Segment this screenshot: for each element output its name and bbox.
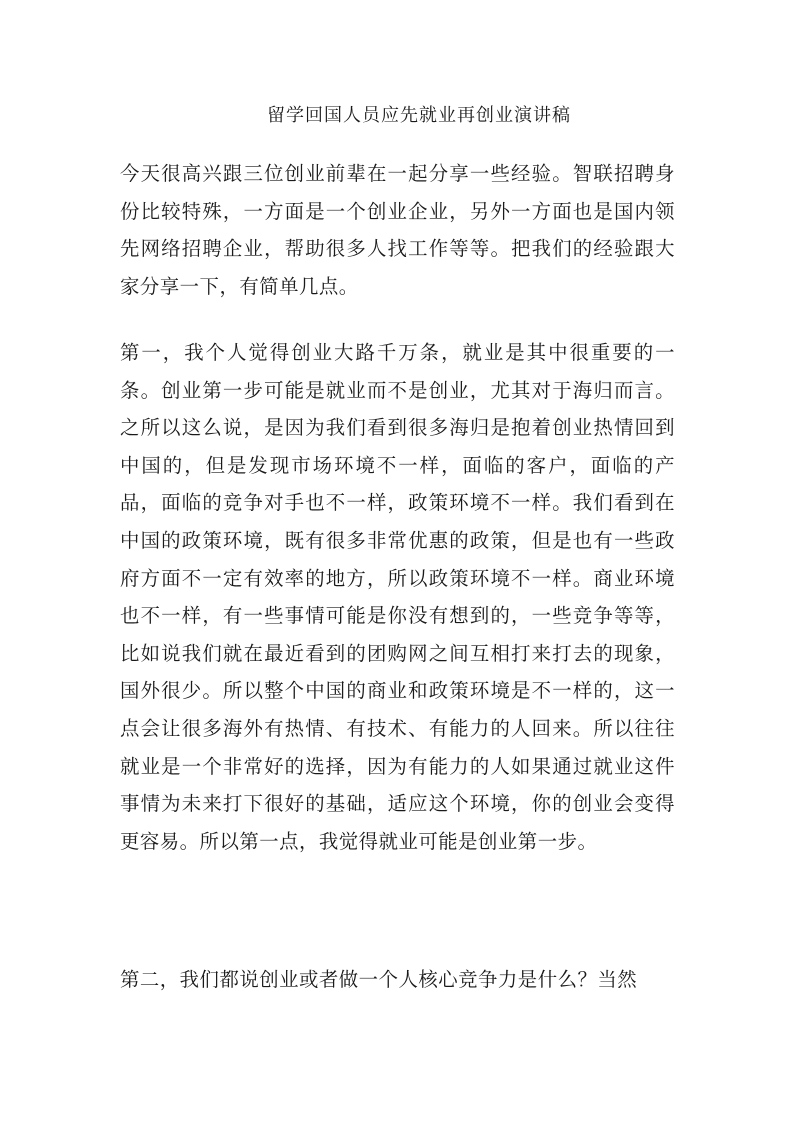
document-title: 留学回国人员应先就业再创业演讲稿	[267, 105, 571, 126]
paragraph-point-two: 第二，我们都说创业或者做一个人核心竞争力是什么？当然	[120, 968, 638, 991]
paragraph-point-one: 第一，我个人觉得创业大路千万条，就业是其中很重要的一条。创业第一步可能是就业而不是创业，尤其对于海归而言。之所以这么说，是因为我们看到很多海归是抱着创业热情回到中国的，但是发现市场环境不一样，面临的客户，面临的产品，面临的竞争对手也不一样，政策环境不一样。我们看到在中国的政策环境，既有很多非常优惠的政策，但是也有一些政府方面不一定有效率的地方，所以政策环境不一样。商业环境也不一样，有一些事情可能是你没有想到的，一些竞争等等，比如说我们就在最近看到的团购网之间互相打来打去的现象，国外很少。所以整个中国的商业和政策环境是不一样的，这一点会让很多海外有热情、有技术、有能力的人回来。所以往往就业是一个非常好的选择，因为有能力的人如果通过就业这件事情为未来打下很好的基础，适应这个环境，你的创业会变得更容易。所以第一点，我觉得就业可能是创业第一步。	[120, 341, 675, 853]
paragraph-intro: 今天很高兴跟三位创业前辈在一起分享一些经验。智联招聘身份比较特殊，一方面是一个创业企业，另外一方面也是国内领先网络招聘企业，帮助很多人找工作等等。把我们的经验跟大家分享一下，有简单几点。	[120, 162, 675, 298]
